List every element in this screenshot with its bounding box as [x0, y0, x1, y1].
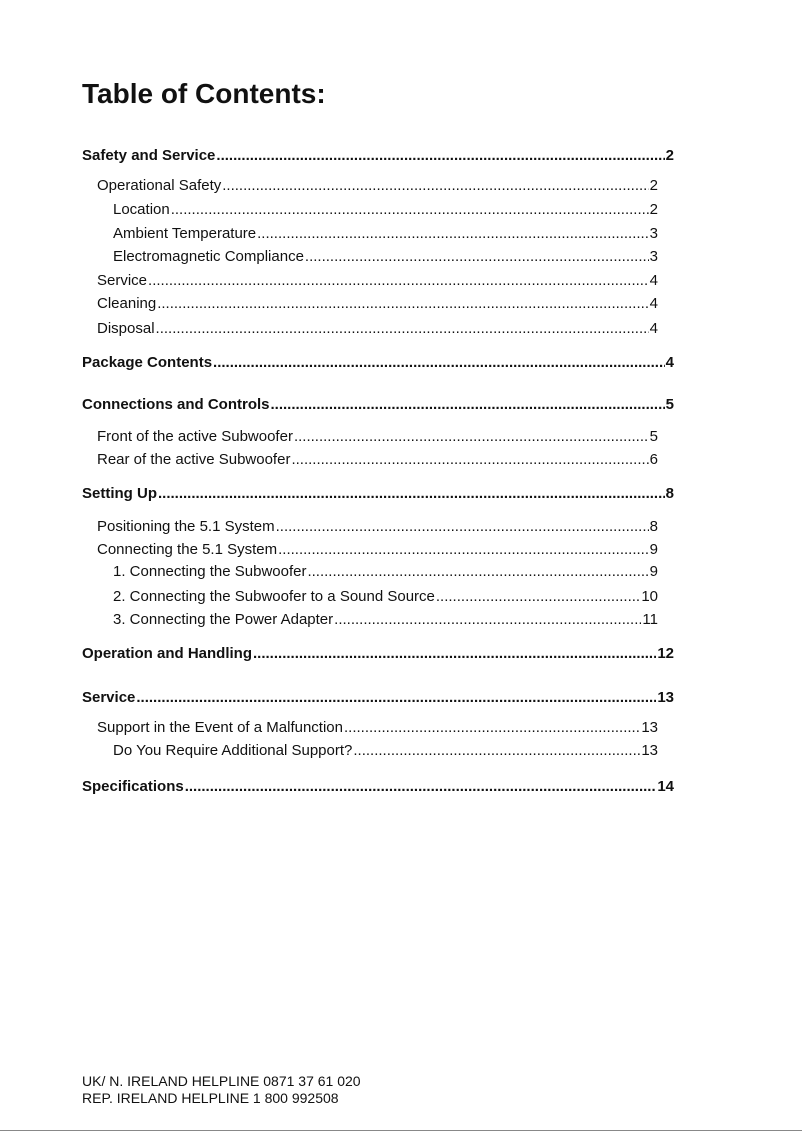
page-title: Table of Contents:: [82, 78, 326, 109]
toc-entry-support-malfunction[interactable]: [82, 718, 674, 738]
toc-entry-text: Connecting the 5.1 System: [97, 541, 278, 558]
toc-entry-text: 1. Connecting the Subwoofer: [113, 563, 307, 580]
toc-entry-text: Connections and Controls: [82, 396, 270, 413]
toc-entry-text: Operational Safety: [97, 177, 222, 194]
toc-entry-text: Disposal: [97, 320, 155, 337]
toc-leader: [253, 644, 656, 664]
toc-page-number: 3: [649, 225, 658, 242]
toc-page-number: 8: [649, 518, 658, 535]
toc-entry-location[interactable]: [82, 200, 674, 220]
toc-entry-package-contents[interactable]: [82, 353, 674, 373]
toc-page-number: 10: [641, 588, 658, 605]
toc-leader: [305, 247, 649, 267]
toc-entry-text: Setting Up: [82, 485, 157, 502]
toc-leader: [276, 517, 649, 537]
toc-entry-text: Cleaning: [97, 295, 157, 312]
toc-entry-ambient-temperature[interactable]: [82, 224, 674, 244]
toc-leader: [344, 718, 640, 738]
toc-page-number: 11: [642, 611, 658, 628]
toc-page-number: 2: [665, 147, 674, 164]
toc-leader: [307, 562, 648, 582]
toc-entry-cleaning[interactable]: [82, 294, 674, 314]
toc-entry-text: 3. Connecting the Power Adapter: [113, 611, 334, 628]
toc-page-number: 12: [657, 645, 674, 662]
toc-entry-text: 2. Connecting the Subwoofer to a Sound Source: [113, 588, 435, 605]
toc-entry-connecting-power-adapter[interactable]: [82, 610, 674, 630]
toc-entry-front-of-subwoofer[interactable]: [82, 427, 674, 447]
toc-entry-operational-safety[interactable]: [82, 176, 674, 196]
toc-entry-service-sub[interactable]: [82, 271, 674, 291]
toc-leader: [353, 741, 640, 761]
toc-leader: [136, 688, 656, 708]
toc-entry-setting-up[interactable]: [82, 484, 674, 504]
toc-entry-text: Positioning the 5.1 System: [97, 518, 275, 535]
toc-entry-rear-of-subwoofer[interactable]: [82, 450, 674, 470]
toc-entry-positioning-system[interactable]: [82, 517, 674, 537]
footer-helpline-ireland: REP. IRELAND HELPLINE 1 800 992508: [82, 1090, 339, 1106]
toc-entry-connecting-system[interactable]: [82, 540, 674, 560]
toc-entry-text: Ambient Temperature: [113, 225, 257, 242]
toc-leader: [334, 610, 641, 630]
toc-page-number: 13: [657, 689, 674, 706]
toc-page-number: 4: [649, 320, 658, 337]
toc-leader: [291, 450, 648, 470]
toc-leader: [185, 777, 657, 797]
toc-page-number: 14: [657, 778, 674, 795]
toc-leader: [294, 427, 649, 447]
toc-leader: [213, 353, 665, 373]
toc-entry-text: Location: [113, 201, 170, 218]
toc-page-number: 5: [665, 396, 674, 413]
toc-page-number: 2: [649, 177, 658, 194]
toc-entry-electromagnetic-compliance[interactable]: [82, 247, 674, 267]
toc-leader: [278, 540, 649, 560]
toc-page-number: 13: [641, 742, 658, 759]
toc-page-number: 8: [665, 485, 674, 502]
toc-page-number: 5: [649, 428, 658, 445]
footer-helpline-uk: UK/ N. IRELAND HELPLINE 0871 37 61 020: [82, 1073, 361, 1089]
toc-entry-text: Electromagnetic Compliance: [113, 248, 304, 265]
toc-entry-text: Service: [97, 272, 148, 289]
toc-leader: [148, 271, 649, 291]
toc-page-number: 6: [649, 451, 658, 468]
toc-leader: [171, 200, 649, 220]
toc-entry-text: Rear of the active Subwoofer: [97, 451, 291, 468]
toc-entry-disposal[interactable]: [82, 319, 674, 339]
toc-leader: [216, 146, 664, 166]
toc-page-number: 4: [649, 295, 658, 312]
toc-page-number: 4: [649, 272, 658, 289]
toc-leader: [257, 224, 649, 244]
toc-page-number: 9: [649, 563, 658, 580]
toc-entry-text: Front of the active Subwoofer: [97, 428, 293, 445]
toc-entry-text: Operation and Handling: [82, 645, 253, 662]
toc-leader: [156, 319, 649, 339]
toc-entry-text: Specifications: [82, 778, 184, 795]
toc-entry-service[interactable]: [82, 688, 674, 708]
toc-leader: [436, 587, 640, 607]
toc-entry-text: Package Contents: [82, 354, 213, 371]
toc-leader: [158, 484, 665, 504]
toc-entry-connecting-subwoofer[interactable]: [82, 562, 674, 582]
toc-entry-text: Safety and Service: [82, 147, 216, 164]
toc-leader: [222, 176, 648, 196]
toc-entry-operation-and-handling[interactable]: [82, 644, 674, 664]
toc-page-number: 2: [649, 201, 658, 218]
toc-entry-connections-and-controls[interactable]: [82, 395, 674, 415]
toc-entry-text: Do You Require Additional Support?: [113, 742, 353, 759]
toc-entry-connecting-sound-source[interactable]: [82, 587, 674, 607]
toc-entry-additional-support[interactable]: [82, 741, 674, 761]
page-bottom-divider: [0, 1130, 802, 1131]
toc-entry-text: Support in the Event of a Malfunction: [97, 719, 343, 736]
toc-entry-text: Service: [82, 689, 136, 706]
toc-entry-safety-and-service[interactable]: [82, 146, 674, 166]
toc-page-number: 13: [641, 719, 658, 736]
toc-leader: [157, 294, 648, 314]
toc-page-number: 4: [665, 354, 674, 371]
toc-page-number: 9: [649, 541, 658, 558]
toc-page-number: 3: [649, 248, 658, 265]
toc-entry-specifications[interactable]: [82, 777, 674, 797]
toc-leader: [271, 395, 665, 415]
